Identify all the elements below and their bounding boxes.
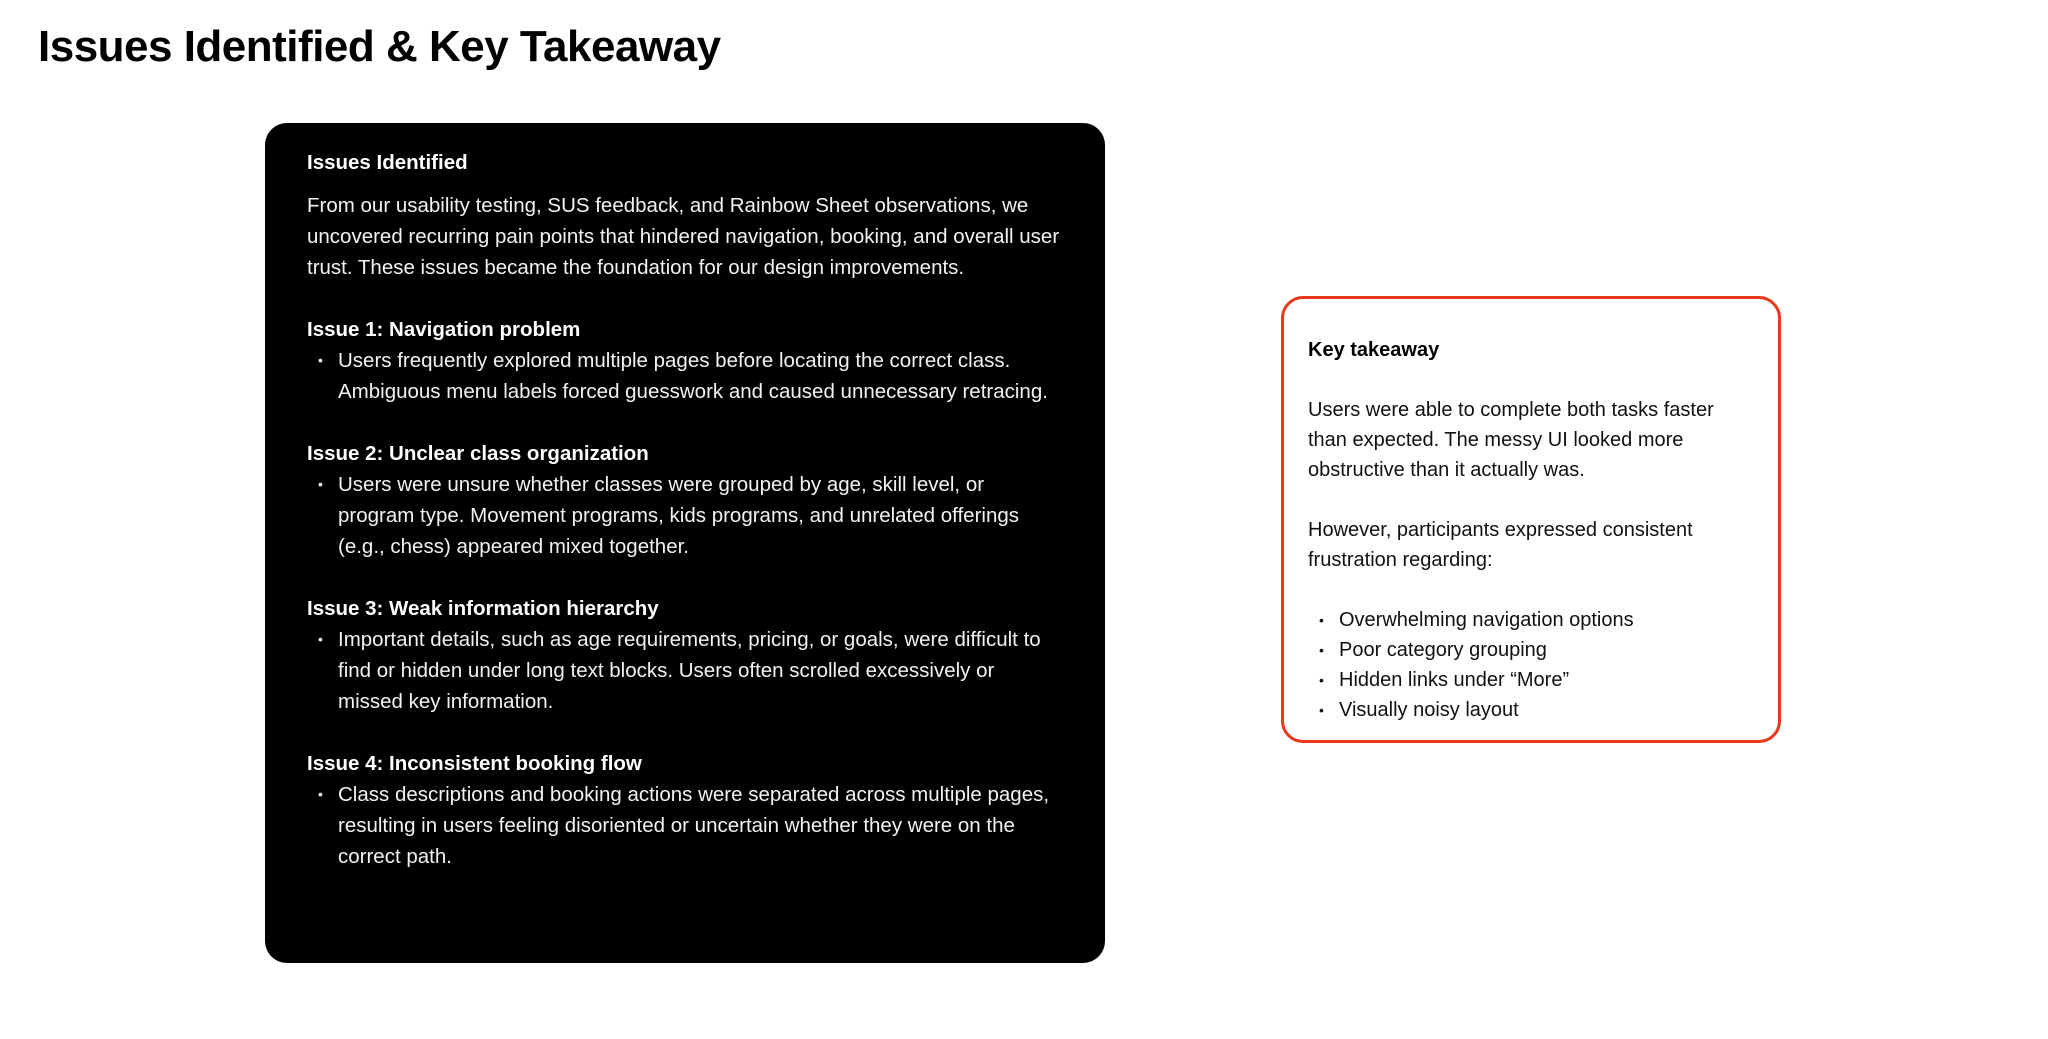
takeaway-points xyxy=(1308,605,1754,725)
issue-title: Issue 2: Unclear class organization xyxy=(307,442,649,465)
takeaway-point: • Poor category grouping xyxy=(1308,635,1754,665)
issue-title: Issue 4: Inconsistent booking flow xyxy=(307,752,642,775)
takeaway-paragraph-1: Users were able to complete both tasks faster than expected. The messy UI looked more obstructive than it actually was. xyxy=(1308,399,1714,481)
issue-1 xyxy=(307,314,1063,407)
issue-2 xyxy=(307,438,1063,562)
issue-detail: • Users were unsure whether classes were grouped by age, skill level, or program type. Movement programs, kids programs, and unrelated offerings (e.g., chess) appeared mixed together. xyxy=(307,469,1063,562)
takeaway-point: • Hidden links under “More” xyxy=(1308,665,1754,695)
issues-card-heading: Issues Identified xyxy=(307,151,468,174)
issue-detail: • Important details, such as age requirements, pricing, or goals, were difficult to find or hidden under long text blocks. Users often scrolled excessively or missed key information. xyxy=(307,624,1063,717)
takeaway-point: • Visually noisy layout xyxy=(1308,695,1754,725)
issue-3 xyxy=(307,593,1063,717)
key-takeaway-card xyxy=(1281,296,1781,743)
takeaway-point: • Overwhelming navigation options xyxy=(1308,605,1754,635)
issue-4 xyxy=(307,748,1063,872)
issue-title: Issue 1: Navigation problem xyxy=(307,318,581,341)
issue-detail: • Users frequently explored multiple pages before locating the correct class. Ambiguous menu labels forced guesswork and caused unnecessary retracing. xyxy=(307,345,1063,407)
issue-title: Issue 3: Weak information hierarchy xyxy=(307,597,659,620)
issues-identified-card xyxy=(265,123,1105,963)
takeaway-heading: Key takeaway xyxy=(1308,339,1440,361)
page-title: Issues Identified & Key Takeaway xyxy=(38,22,721,71)
issue-detail: • Class descriptions and booking actions were separated across multiple pages, resulting in users feeling disoriented or uncertain whether they were on the correct path. xyxy=(307,779,1063,872)
takeaway-paragraph-2: However, participants expressed consistent frustration regarding: xyxy=(1308,519,1693,571)
issues-intro: From our usability testing, SUS feedback, and Rainbow Sheet observations, we uncovered recurring pain points that hindered navigation, booking, and overall user trust. These issues became the foundation for our design improvements. xyxy=(307,194,1060,279)
